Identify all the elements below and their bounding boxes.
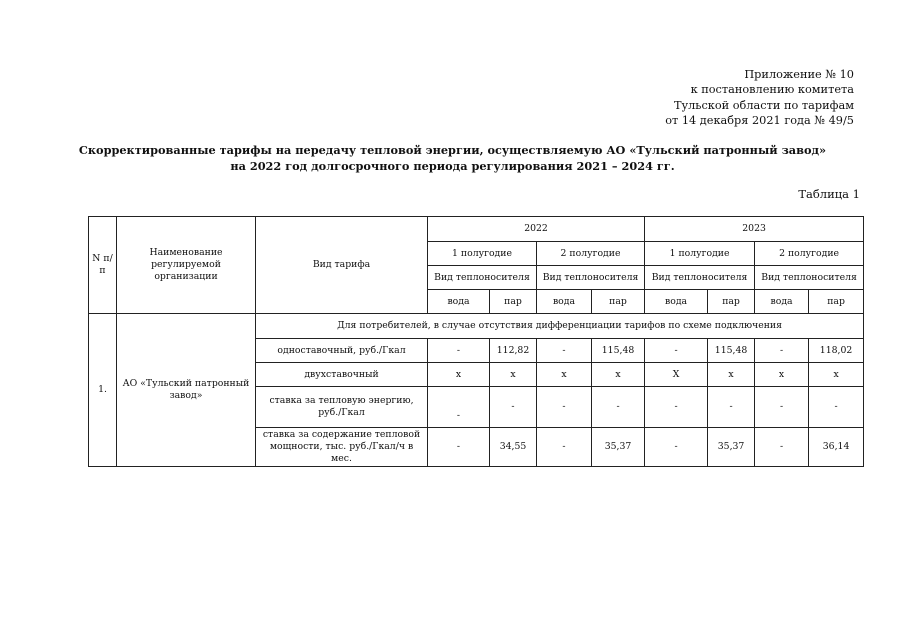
tariff-value: - xyxy=(428,339,490,363)
tariff-value: х xyxy=(490,363,537,387)
tariff-value: х xyxy=(809,363,864,387)
tariff-value: х xyxy=(755,363,809,387)
tariff-value: 115,48 xyxy=(592,339,645,363)
tariff-value: - xyxy=(537,428,592,467)
header-carrier: Вид теплоносителя xyxy=(755,266,864,290)
tariffs-table xyxy=(88,216,864,467)
tariff-value: х xyxy=(592,363,645,387)
header-media: вода xyxy=(428,290,490,314)
tariff-value: - xyxy=(537,339,592,363)
title-line-2: на 2022 год долгосрочного периода регулирования 2021 – 2024 гг. xyxy=(230,158,675,173)
org-name: АО «Тульский патронный завод» xyxy=(117,314,256,467)
tariff-value: - xyxy=(645,339,708,363)
tariff-value: - xyxy=(708,387,755,428)
header-media: вода xyxy=(537,290,592,314)
tariff-value: 112,82 xyxy=(490,339,537,363)
tariff-value: 35,37 xyxy=(708,428,755,467)
tariff-value: х xyxy=(708,363,755,387)
tariff-value: 36,14 xyxy=(809,428,864,467)
header-year-2023: 2023 xyxy=(645,217,864,242)
appendix-header xyxy=(665,67,854,128)
tariff-value: - xyxy=(490,387,537,428)
tariff-label: ставка за тепловую энергию, руб./Гкал xyxy=(256,387,428,428)
tariff-value: - xyxy=(755,428,809,467)
tariff-value: - xyxy=(428,387,490,428)
tariff-label: ставка за содержание тепловой мощности, тыс. руб./Гкал/ч в мес. xyxy=(256,428,428,467)
header-half: 1 полугодие xyxy=(645,242,755,266)
title-line-1: Скорректированные тарифы на передачу тепловой энергии, осуществляемую АО «Тульский патронный завод» xyxy=(78,143,827,157)
tariff-value: - xyxy=(809,387,864,428)
header-org: Наименование регулируемой организации xyxy=(117,217,256,314)
header-media: пар xyxy=(592,290,645,314)
tariff-value: - xyxy=(645,387,708,428)
header-half: 1 полугодие xyxy=(428,242,537,266)
tariff-value: - xyxy=(592,387,645,428)
appendix-line-1: Приложение № 10 xyxy=(744,68,854,81)
section-row xyxy=(89,314,864,339)
header-half: 2 полугодие xyxy=(755,242,864,266)
tariff-value: - xyxy=(428,428,490,467)
tariff-label: двухставочный xyxy=(256,363,428,387)
tariff-value: - xyxy=(537,387,592,428)
header-carrier: Вид теплоносителя xyxy=(428,266,537,290)
table-label: Таблица 1 xyxy=(798,187,860,201)
header-num: N п/п xyxy=(89,217,117,314)
appendix-line-4: от 14 декабря 2021 года № 49/5 xyxy=(665,113,854,127)
header-media: пар xyxy=(490,290,537,314)
row-number: 1. xyxy=(89,314,117,467)
tariff-value: - xyxy=(755,387,809,428)
header-media: пар xyxy=(809,290,864,314)
header-media: вода xyxy=(645,290,708,314)
tariff-value: х xyxy=(537,363,592,387)
tariff-value: 115,48 xyxy=(708,339,755,363)
header-tariff-type: Вид тарифа xyxy=(256,217,428,314)
header-half: 2 полугодие xyxy=(537,242,645,266)
tariff-value: Х xyxy=(645,363,708,387)
tariff-label: одноставочный, руб./Гкал xyxy=(256,339,428,363)
tariff-value: - xyxy=(755,339,809,363)
header-year-2022: 2022 xyxy=(428,217,645,242)
tariff-value: 35,37 xyxy=(592,428,645,467)
header-carrier: Вид теплоносителя xyxy=(645,266,755,290)
header-media: вода xyxy=(755,290,809,314)
header-row-years xyxy=(89,217,864,242)
header-carrier: Вид теплоносителя xyxy=(537,266,645,290)
tariff-value: х xyxy=(428,363,490,387)
section-label: Для потребителей, в случае отсутствия дифференциации тарифов по схеме подключения xyxy=(256,314,864,339)
appendix-line-3: Тульской области по тарифам xyxy=(673,98,854,112)
document-title xyxy=(0,143,905,174)
tariff-value: 34,55 xyxy=(490,428,537,467)
header-media: пар xyxy=(708,290,755,314)
tariff-value: - xyxy=(645,428,708,467)
tariff-value: 118,02 xyxy=(809,339,864,363)
appendix-line-2: к постановлению комитета xyxy=(690,83,854,97)
